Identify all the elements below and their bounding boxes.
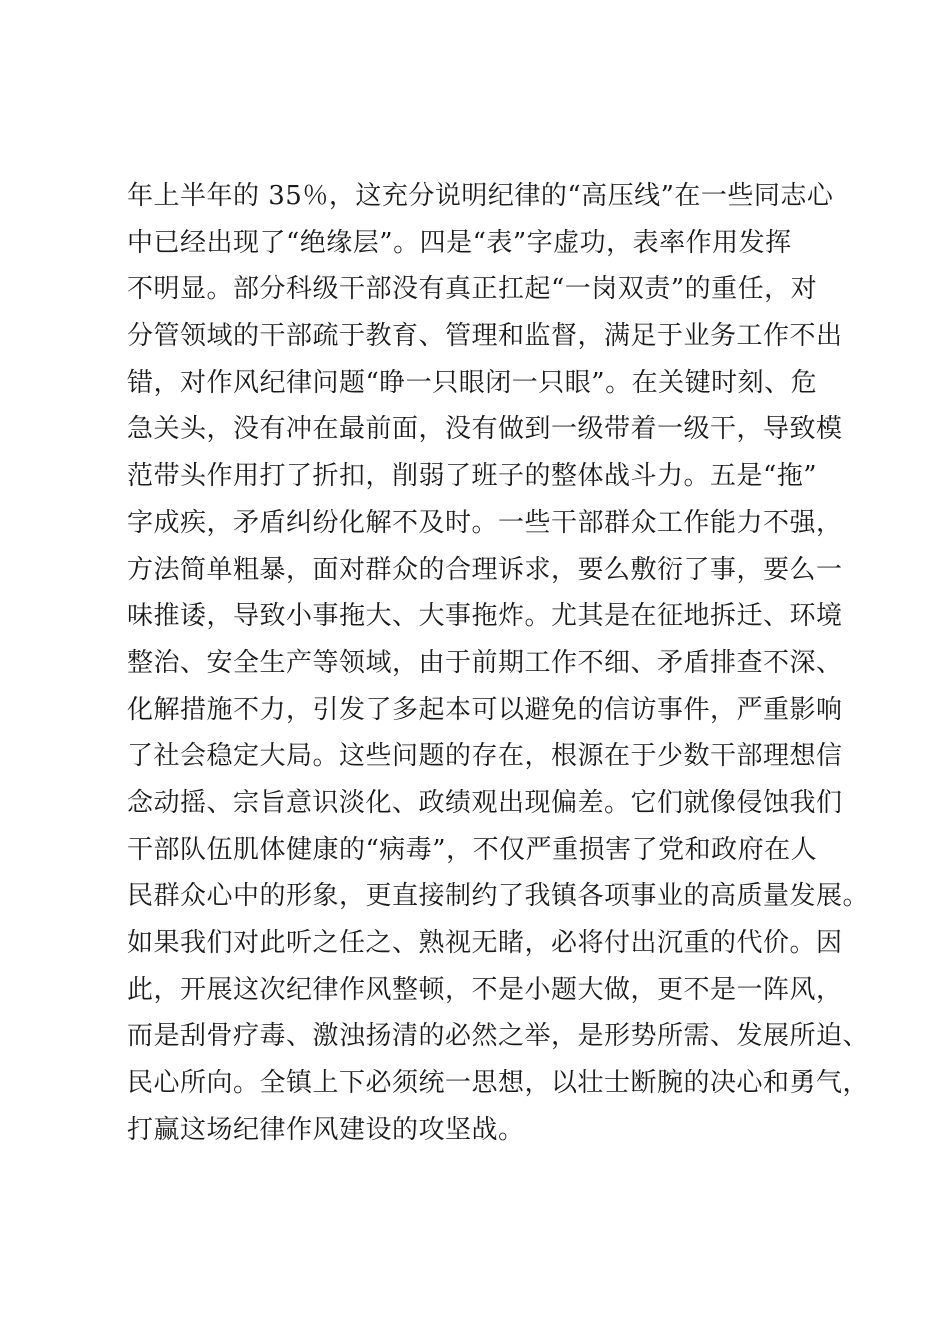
text-line: 年上半年的 35％，这充分说明纪律的“高压线”在一些同志心 — [127, 181, 834, 211]
text-line: 如果我们对此听之任之、熟视无睹，必将付出沉重的代价。因 — [127, 928, 843, 958]
body-paragraph — [127, 178, 870, 1158]
text-line: 念动摇、宗旨意识淡化、政绩观出现偏差。它们就像侵蚀我们 — [127, 787, 843, 818]
text-line: 中已经出现了“绝缘层”。四是“表”字虚功，表率作用发挥 — [127, 227, 792, 258]
text-line: 急关头，没有冲在最前面，没有做到一级带着一级干，导致模 — [127, 414, 843, 445]
text-line: 范带头作用打了折扣，削弱了班子的整体战斗力。五是“拖” — [127, 461, 818, 492]
text-line: 化解措施不力，引发了多起本可以避免的信访事件，严重影响 — [127, 694, 843, 725]
text-line: 方法简单粗暴，面对群众的合理诉求，要么敷衍了事，要么一 — [127, 554, 843, 585]
text-line: 分管领域的干部疏于教育、管理和监督，满足于业务工作不出 — [127, 321, 843, 352]
text-line: 不明显。部分科级干部没有真正扛起“一岗双责”的重任，对 — [127, 274, 818, 305]
text-line: 字成疾，矛盾纠纷化解不及时。一些干部群众工作能力不强， — [127, 507, 843, 538]
text-line: 民心所向。全镇上下必须统一思想，以壮士断腕的决心和勇气， — [127, 1068, 870, 1099]
text-line: 了社会稳定大局。这些问题的存在，根源在于少数干部理想信 — [127, 741, 843, 772]
text-line: 整治、安全生产等领域，由于前期工作不细、矛盾排查不深、 — [127, 647, 843, 678]
text-line: 干部队伍肌体健康的“病毒”，不仅严重损害了党和政府在人 — [127, 834, 818, 865]
text-line: 民群众心中的形象，更直接制约了我镇各项事业的高质量发展。 — [127, 881, 870, 912]
text-line: 此，开展这次纪律作风整顿，不是小题大做，更不是一阵风， — [127, 974, 843, 1005]
text-line: 而是刮骨疗毒、激浊扬清的必然之举，是形势所需、发展所迫、 — [127, 1021, 870, 1052]
text-line: 味推诿，导致小事拖大、大事拖炸。尤其是在征地拆迁、环境 — [127, 601, 843, 632]
text-line: 错，对作风纪律问题“睁一只眼闭一只眼”。在关键时刻、危 — [127, 367, 818, 398]
text-line: 打赢这场纪律作风建设的攻坚战。 — [127, 1114, 525, 1145]
